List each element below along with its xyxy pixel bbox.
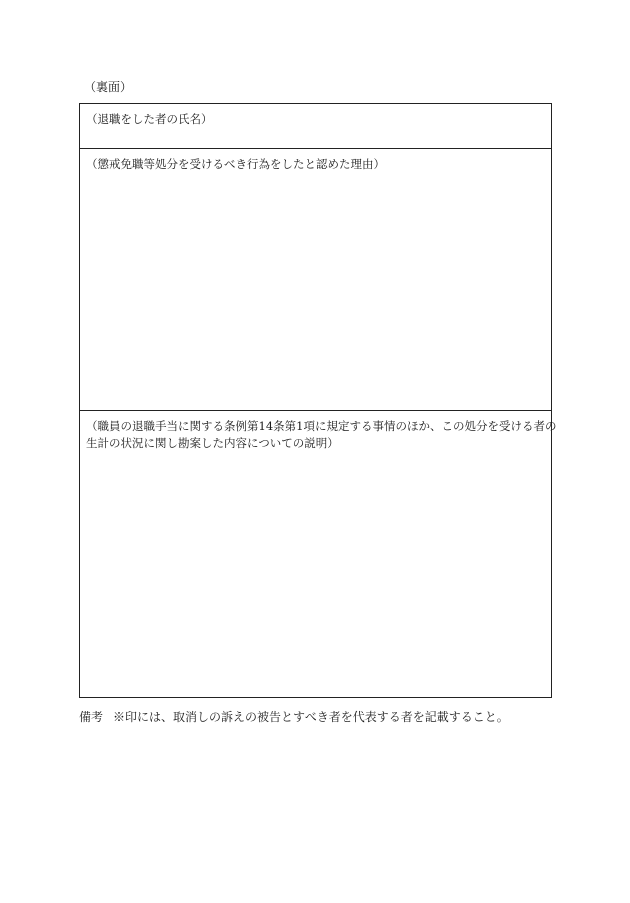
form-table [79,103,557,698]
reason-section[interactable] [80,149,551,411]
page-side-label: （裏面） [84,80,133,94]
explanation-section-label [86,418,557,452]
explanation-section[interactable] [80,411,557,697]
explanation-label-line-2: 生計の状況に関し勘案した内容についての説明） [86,436,339,450]
remarks-text: ※印には、取消しの訴えの被告とすべき者を代表する者を記載すること。 [113,710,509,724]
remarks [79,710,509,724]
name-section-label: （退職をした者の氏名） [86,112,213,126]
explanation-label-line-1: （職員の退職手当に関する条例第14条第1項に規定する事情のほか、この処分を受ける者の [86,419,557,433]
reason-section-label: （懲戒免職等処分を受けるべき行為をしたと認めた理由） [86,157,385,171]
remarks-heading: 備考 [79,710,104,724]
name-section[interactable] [80,104,551,149]
